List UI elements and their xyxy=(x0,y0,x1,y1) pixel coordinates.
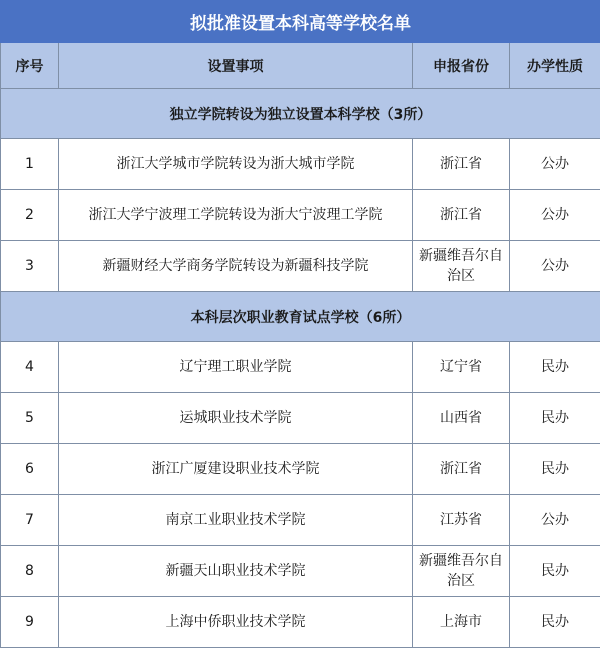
table-row xyxy=(1,546,600,597)
cell-item: 运城职业技术学院 xyxy=(59,393,413,444)
cell-province: 江苏省 xyxy=(413,495,510,546)
cell-nature: 民办 xyxy=(510,444,600,495)
cell-nature: 民办 xyxy=(510,597,600,648)
table-title-row xyxy=(1,1,600,43)
section-header-transfer xyxy=(1,89,600,139)
cell-no: 6 xyxy=(1,444,59,495)
cell-nature: 公办 xyxy=(510,139,600,190)
table-row xyxy=(1,444,600,495)
cell-nature: 公办 xyxy=(510,241,600,292)
cell-item: 新疆天山职业技术学院 xyxy=(59,546,413,597)
header-nature: 办学性质 xyxy=(510,43,600,89)
table-row xyxy=(1,342,600,393)
header-item: 设置事项 xyxy=(59,43,413,89)
cell-province: 上海市 xyxy=(413,597,510,648)
cell-nature: 公办 xyxy=(510,495,600,546)
cell-province: 辽宁省 xyxy=(413,342,510,393)
cell-item: 南京工业职业技术学院 xyxy=(59,495,413,546)
cell-item: 浙江大学宁波理工学院转设为浙大宁波理工学院 xyxy=(59,190,413,241)
cell-no: 8 xyxy=(1,546,59,597)
cell-province: 浙江省 xyxy=(413,139,510,190)
table-header-row xyxy=(1,43,600,89)
cell-no: 1 xyxy=(1,139,59,190)
header-province: 申报省份 xyxy=(413,43,510,89)
cell-nature: 民办 xyxy=(510,546,600,597)
cell-item: 浙江广厦建设职业技术学院 xyxy=(59,444,413,495)
section-header-vocational xyxy=(1,292,600,342)
cell-province: 新疆维吾尔自治区 xyxy=(413,546,510,597)
header-no: 序号 xyxy=(1,43,59,89)
table-row xyxy=(1,190,600,241)
cell-item: 上海中侨职业技术学院 xyxy=(59,597,413,648)
section-label: 本科层次职业教育试点学校（6所） xyxy=(1,292,600,342)
section-label: 独立学院转设为独立设置本科学校（3所） xyxy=(1,89,600,139)
table-row xyxy=(1,495,600,546)
cell-province: 浙江省 xyxy=(413,444,510,495)
cell-item: 浙江大学城市学院转设为浙大城市学院 xyxy=(59,139,413,190)
cell-nature: 民办 xyxy=(510,393,600,444)
cell-province: 山西省 xyxy=(413,393,510,444)
cell-province: 浙江省 xyxy=(413,190,510,241)
table-row xyxy=(1,241,600,292)
cell-no: 7 xyxy=(1,495,59,546)
table-row xyxy=(1,139,600,190)
cell-no: 9 xyxy=(1,597,59,648)
cell-no: 3 xyxy=(1,241,59,292)
cell-nature: 公办 xyxy=(510,190,600,241)
cell-item: 新疆财经大学商务学院转设为新疆科技学院 xyxy=(59,241,413,292)
cell-no: 2 xyxy=(1,190,59,241)
cell-no: 5 xyxy=(1,393,59,444)
table-row xyxy=(1,393,600,444)
cell-nature: 民办 xyxy=(510,342,600,393)
cell-no: 4 xyxy=(1,342,59,393)
cell-item: 辽宁理工职业学院 xyxy=(59,342,413,393)
table-title: 拟批准设置本科高等学校名单 xyxy=(1,1,600,43)
table-row xyxy=(1,597,600,648)
cell-province: 新疆维吾尔自治区 xyxy=(413,241,510,292)
